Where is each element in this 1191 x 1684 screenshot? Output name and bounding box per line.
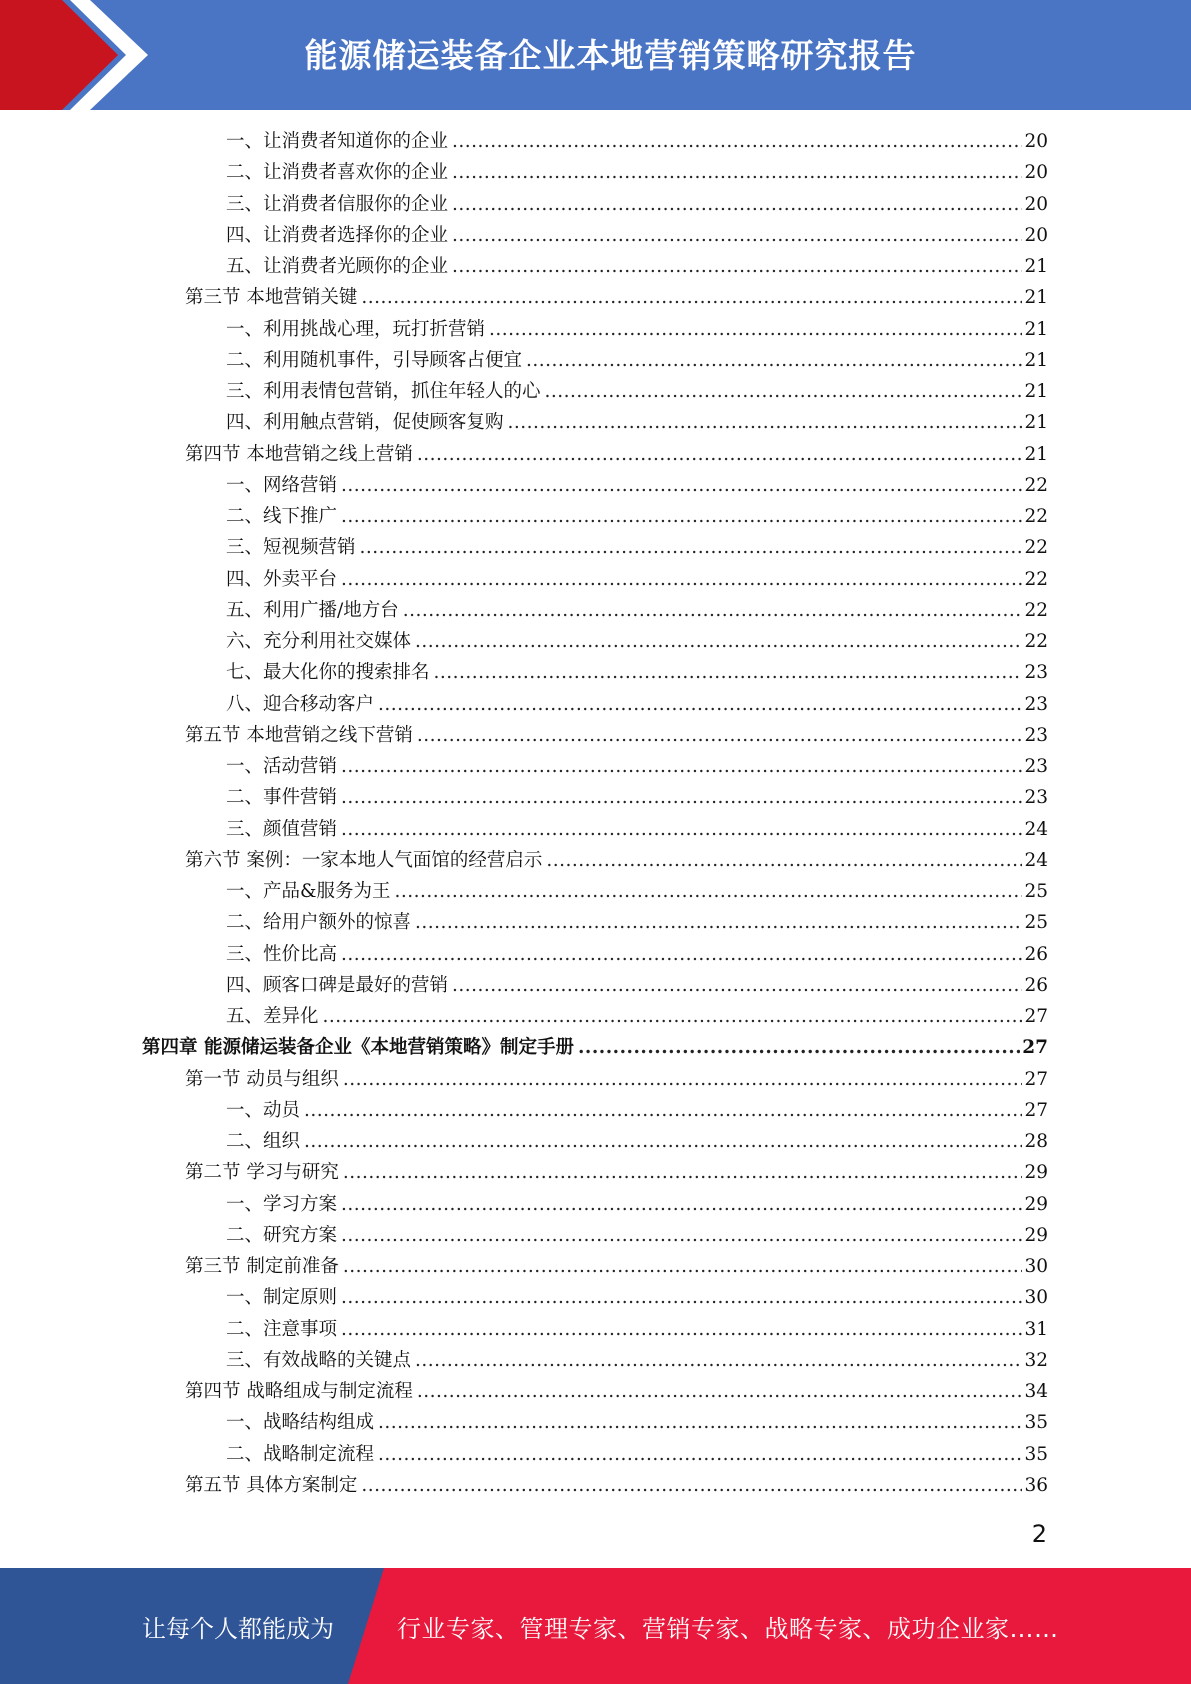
toc-entry-title: 第五节 具体方案制定: [185, 1474, 358, 1496]
toc-dot-leader: [341, 1282, 1022, 1313]
toc-entry[interactable]: [0, 1376, 1191, 1407]
toc-entry-title: 第五节 本地营销之线下营销: [185, 724, 413, 746]
toc-entry-title: 一、产品&服务为王: [226, 881, 391, 902]
toc-dot-leader: [341, 564, 1022, 595]
toc-dot-leader: [452, 157, 1022, 188]
toc-entry-title: 二、利用随机事件，引导顾客占便宜: [226, 349, 523, 371]
toc-entry[interactable]: [0, 1126, 1191, 1157]
toc-dot-leader: [304, 1126, 1022, 1157]
toc-dot-leader: [434, 657, 1023, 688]
toc-entry-page: 21: [1024, 287, 1048, 309]
toc-entry[interactable]: [0, 1095, 1191, 1126]
toc-entry[interactable]: [0, 1314, 1191, 1345]
toc-entry-page: 20: [1024, 193, 1048, 215]
toc-entry-title: 一、学习方案: [226, 1193, 338, 1215]
toc-entry-page: 21: [1024, 381, 1048, 402]
toc-entry-title: 二、事件营销: [226, 787, 338, 809]
toc-entry-page: 24: [1024, 849, 1048, 871]
toc-dot-leader: [417, 720, 1023, 751]
toc-entry-title: 一、让消费者知道你的企业: [226, 131, 449, 152]
toc-entry-title: 第三节 本地营销关键: [185, 287, 358, 309]
toc-entry[interactable]: [0, 1189, 1191, 1220]
toc-dot-leader: [361, 1470, 1022, 1501]
toc-dot-leader: [341, 470, 1022, 501]
toc-entry-page: 22: [1024, 568, 1048, 590]
toc-entry[interactable]: [0, 1001, 1191, 1032]
toc-entry-page: 23: [1024, 756, 1048, 777]
toc-dot-leader: [489, 314, 1022, 345]
toc-entry[interactable]: [0, 720, 1191, 751]
toc-entry-title: 三、颜值营销: [226, 818, 338, 840]
toc-dot-leader: [341, 939, 1022, 970]
toc-entry[interactable]: [0, 470, 1191, 501]
toc-entry-page: 23: [1024, 693, 1048, 715]
toc-entry-page: 27: [1024, 1068, 1048, 1090]
toc-entry[interactable]: [0, 1220, 1191, 1251]
toc-entry-title: 四、利用触点营销，促使顾客复购: [226, 412, 504, 434]
toc-entry[interactable]: [0, 1157, 1191, 1188]
toc-dot-leader: [417, 1376, 1023, 1407]
toc-entry-title: 三、利用表情包营销，抓住年轻人的心: [226, 381, 541, 402]
toc-entry-title: 第二节 学习与研究: [185, 1162, 339, 1184]
toc-entry[interactable]: [0, 876, 1191, 907]
toc-entry-page: 23: [1024, 662, 1048, 684]
toc-entry-title: 第三节 制定前准备: [185, 1256, 339, 1277]
toc-dot-leader: [526, 345, 1022, 376]
toc-entry-title: 五、让消费者光顾你的企业: [226, 256, 449, 277]
toc-dot-leader: [360, 532, 1023, 563]
page-number: 2: [1031, 1520, 1047, 1548]
toc-dot-leader: [452, 251, 1022, 282]
toc-entry-page: 25: [1024, 912, 1048, 934]
toc-entry-title: 三、短视频营销: [226, 537, 356, 559]
toc-dot-leader: [415, 907, 1022, 938]
toc-entry-title: 五、差异化: [226, 1006, 319, 1027]
toc-dot-leader: [341, 501, 1022, 532]
toc-entry[interactable]: [0, 314, 1191, 345]
toc-entry-page: 30: [1024, 1287, 1048, 1309]
toc-entry-page: 32: [1024, 1349, 1048, 1371]
toc-dot-leader: [341, 1314, 1022, 1345]
toc-entry-page: 25: [1024, 881, 1048, 902]
toc-entry[interactable]: [0, 282, 1191, 313]
toc-dot-leader: [415, 1345, 1022, 1376]
toc-entry[interactable]: [0, 1470, 1191, 1501]
toc-entry-title: 六、充分利用社交媒体: [226, 631, 412, 652]
toc-entry-title: 三、有效战略的关键点: [226, 1349, 412, 1371]
toc-entry-title: 一、网络营销: [226, 474, 338, 496]
toc-entry[interactable]: [0, 845, 1191, 876]
toc-entry-page: 22: [1024, 537, 1048, 559]
toc-entry-title: 二、组织: [226, 1131, 301, 1152]
toc-entry-title: 二、注意事项: [226, 1318, 338, 1340]
toc-dot-leader: [343, 1157, 1023, 1188]
toc-entry-title: 一、制定原则: [226, 1287, 338, 1309]
toc-entry-title: 五、利用广播/地方台: [226, 599, 399, 621]
toc-entry-page: 20: [1024, 224, 1048, 246]
toc-entry[interactable]: [0, 939, 1191, 970]
toc-entry[interactable]: [0, 189, 1191, 220]
toc-entry-title: 第四节 本地营销之线上营销: [185, 443, 413, 465]
toc-entry-page: 22: [1024, 506, 1048, 527]
toc-entry[interactable]: [0, 1032, 1191, 1063]
toc-entry-title: 二、研究方案: [226, 1224, 338, 1246]
toc-dot-leader: [508, 407, 1023, 438]
toc-entry-title: 三、性价比高: [226, 943, 338, 965]
toc-entry-page: 26: [1024, 974, 1048, 996]
toc-dot-leader: [546, 845, 1022, 876]
toc-entry-page: 21: [1024, 412, 1048, 434]
toc-dot-leader: [341, 814, 1022, 845]
toc-entry-title: 八、迎合移动客户: [226, 693, 375, 715]
toc-entry[interactable]: [0, 814, 1191, 845]
toc-entry-title: 三、让消费者信服你的企业: [226, 193, 449, 215]
toc-dot-leader: [415, 626, 1022, 657]
toc-entry-page: 23: [1024, 724, 1048, 746]
toc-entry-title: 第四章 能源储运装备企业《本地营销策略》制定手册: [142, 1037, 574, 1059]
toc-entry-page: 29: [1024, 1224, 1048, 1246]
toc-dot-leader: [452, 126, 1022, 157]
toc-entry-title: 七、最大化你的搜索排名: [226, 662, 430, 684]
toc-entry-page: 20: [1024, 162, 1048, 184]
toc-entry-title: 二、给用户额外的惊喜: [226, 912, 412, 934]
toc-entry-title: 第六节 案例：一家本地人气面馆的经营启示: [185, 849, 543, 871]
toc-entry[interactable]: [0, 126, 1191, 157]
toc-dot-leader: [341, 751, 1022, 782]
toc-entry-page: 28: [1024, 1131, 1048, 1152]
toc-dot-leader: [545, 376, 1023, 407]
toc-dot-leader: [341, 782, 1022, 813]
toc-entry[interactable]: [0, 595, 1191, 626]
toc-dot-leader: [417, 439, 1023, 470]
toc-dot-leader: [452, 189, 1022, 220]
toc-entry-page: 26: [1024, 943, 1048, 965]
document-title: 能源储运装备企业本地营销策略研究报告: [304, 36, 917, 75]
toc-entry-title: 四、外卖平台: [226, 568, 338, 590]
toc-entry-page: 21: [1024, 318, 1048, 340]
toc-entry-page: 27: [1022, 1037, 1048, 1059]
toc-entry[interactable]: [0, 1407, 1191, 1438]
toc-entry[interactable]: [0, 157, 1191, 188]
toc-entry-page: 35: [1024, 1443, 1048, 1465]
toc-entry[interactable]: [0, 501, 1191, 532]
toc-entry[interactable]: [0, 439, 1191, 470]
toc-entry-title: 一、动员: [226, 1099, 301, 1121]
toc-entry-page: 22: [1024, 631, 1048, 652]
toc-entry-page: 27: [1024, 1006, 1048, 1027]
toc-entry-page: 35: [1024, 1412, 1048, 1434]
toc-entry-title: 一、利用挑战心理，玩打折营销: [226, 318, 486, 340]
toc-dot-leader: [452, 970, 1022, 1001]
toc-entry[interactable]: [0, 1282, 1191, 1313]
toc-entry[interactable]: [0, 1251, 1191, 1282]
toc-entry[interactable]: [0, 1439, 1191, 1470]
toc-entry-page: 30: [1024, 1256, 1048, 1277]
toc-dot-leader: [378, 1407, 1022, 1438]
toc-entry-page: 22: [1024, 599, 1048, 621]
toc-entry-title: 四、让消费者选择你的企业: [226, 224, 449, 246]
toc-dot-leader: [304, 1095, 1022, 1126]
toc-entry[interactable]: [0, 970, 1191, 1001]
toc-entry[interactable]: [0, 689, 1191, 720]
toc-entry-title: 一、活动营销: [226, 756, 338, 777]
toc-entry[interactable]: [0, 564, 1191, 595]
toc-dot-leader: [578, 1032, 1020, 1063]
footer-slogan-left: 让每个人都能成为: [142, 1615, 334, 1643]
toc-dot-leader: [378, 1439, 1022, 1470]
toc-entry-page: 24: [1024, 818, 1048, 840]
page-footer: [0, 1568, 1191, 1684]
toc-entry[interactable]: [0, 1064, 1191, 1095]
toc-entry-title: 一、战略结构组成: [226, 1412, 375, 1434]
toc-entry-page: 29: [1024, 1193, 1048, 1215]
toc-entry-page: 21: [1024, 349, 1048, 371]
toc-entry-page: 31: [1024, 1318, 1048, 1340]
toc-entry[interactable]: [0, 626, 1191, 657]
toc-dot-leader: [341, 1220, 1022, 1251]
toc-entry-title: 第四节 战略组成与制定流程: [185, 1381, 413, 1402]
toc-dot-leader: [361, 282, 1022, 313]
toc-entry[interactable]: [0, 251, 1191, 282]
toc-dot-leader: [341, 1189, 1022, 1220]
toc-entry-title: 第一节 动员与组织: [185, 1068, 339, 1090]
toc-dot-leader: [403, 595, 1023, 626]
toc-entry-page: 21: [1024, 443, 1048, 465]
toc-entry-page: 20: [1024, 131, 1048, 152]
footer-slogan-right: 行业专家、管理专家、营销专家、战略专家、成功企业家……: [397, 1615, 1059, 1643]
toc-entry[interactable]: [0, 751, 1191, 782]
toc-entry-page: 23: [1024, 787, 1048, 809]
toc-dot-leader: [452, 220, 1022, 251]
toc-entry-title: 二、让消费者喜欢你的企业: [226, 162, 449, 184]
toc-entry-page: 22: [1024, 474, 1048, 496]
toc-dot-leader: [323, 1001, 1023, 1032]
toc-entry[interactable]: [0, 532, 1191, 563]
toc-dot-leader: [394, 876, 1022, 907]
toc-entry[interactable]: [0, 376, 1191, 407]
page-header: [0, 0, 1191, 110]
toc-dot-leader: [343, 1251, 1023, 1282]
toc-entry-page: 36: [1024, 1474, 1048, 1496]
toc-entry-page: 29: [1024, 1162, 1048, 1184]
toc-entry[interactable]: [0, 220, 1191, 251]
toc-dot-leader: [378, 689, 1022, 720]
toc-entry-title: 四、顾客口碑是最好的营销: [226, 974, 449, 996]
toc-entry-page: 27: [1024, 1099, 1048, 1121]
toc-entry-title: 二、线下推广: [226, 506, 338, 527]
toc-entry-title: 二、战略制定流程: [226, 1443, 375, 1465]
toc-entry[interactable]: [0, 782, 1191, 813]
toc-entry[interactable]: [0, 657, 1191, 688]
toc-entry[interactable]: [0, 907, 1191, 938]
toc-entry[interactable]: [0, 1345, 1191, 1376]
toc-entry[interactable]: [0, 345, 1191, 376]
toc-entry[interactable]: [0, 407, 1191, 438]
toc-dot-leader: [343, 1064, 1023, 1095]
toc-entry-page: 34: [1024, 1381, 1048, 1402]
toc-entry-page: 21: [1024, 256, 1048, 277]
